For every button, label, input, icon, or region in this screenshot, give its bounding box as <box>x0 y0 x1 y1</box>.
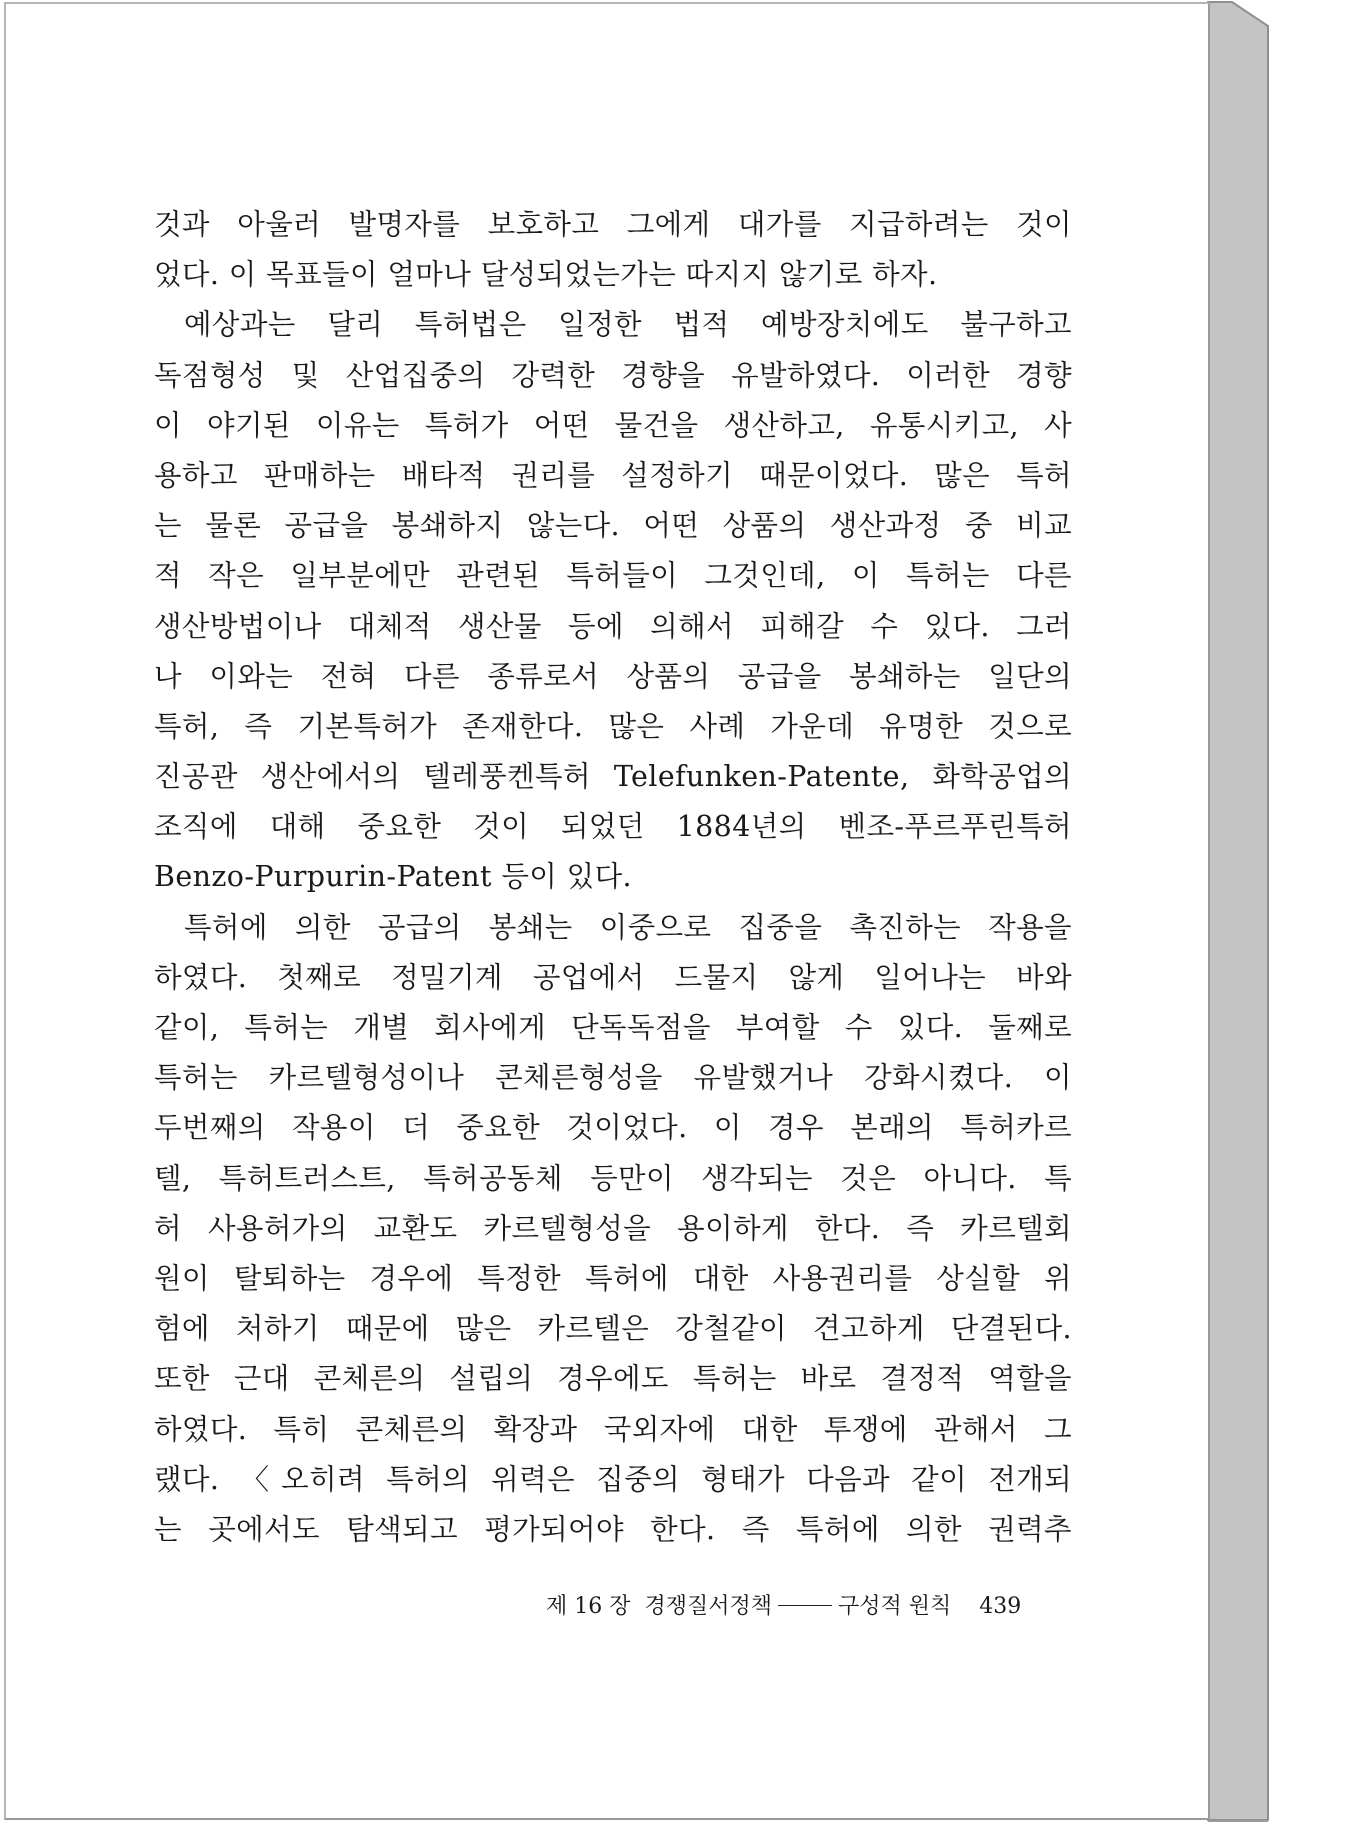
page-number: 439 <box>979 1594 1022 1619</box>
text-line: 원이 탈퇴하는 경우에 특정한 특허에 대한 사용권리를 상실할 위 <box>154 1261 1072 1295</box>
footer-dash <box>778 1605 832 1606</box>
text-line: 것과 아울러 발명자를 보호하고 그에게 대가를 지급하려는 것이 <box>154 208 1072 241</box>
footer-subtitle: 구성적 원칙 <box>838 1594 952 1619</box>
text-line: 예상과는 달리 특허법은 일정한 법적 예방장치에도 불구하고 <box>184 308 1072 342</box>
text-line: 하였다. 첫째로 정밀기계 공업에서 드물지 않게 일어나는 바와 <box>154 960 1072 994</box>
text-line: 텔, 특허트러스트, 특허공동체 등만이 생각되는 것은 아니다. 특 <box>154 1161 1072 1195</box>
text-line: 적 작은 일부분에만 관련된 특허들이 그것인데, 이 특허는 다른 <box>154 559 1072 593</box>
text-line: 또한 근대 콘체른의 설립의 경우에도 특허는 바로 결정적 역할을 <box>154 1362 1072 1396</box>
text-line: 독점형성 및 산업집중의 강력한 경향을 유발하였다. 이러한 경향 <box>154 358 1072 392</box>
text-line: 진공관 생산에서의 텔레풍켄특허 Telefunken-Patente, 화학공업의 <box>154 760 1072 794</box>
text-line: 는 곳에서도 탐색되고 평가되어야 한다. 즉 특허에 의한 권력추 <box>154 1512 1072 1546</box>
text-line: 는 물론 공급을 봉쇄하지 않는다. 어떤 상품의 생산과정 중 비교 <box>154 509 1072 543</box>
text-line: 험에 처하기 때문에 많은 카르텔은 강철같이 견고하게 단결된다. <box>154 1312 1072 1346</box>
footer-title: 경쟁질서정책 <box>644 1594 773 1619</box>
footer-chapter: 제 16 장 <box>546 1594 631 1619</box>
text-line: 하였다. 특히 콘체른의 확장과 국외자에 대한 투쟁에 관해서 그 <box>154 1412 1072 1446</box>
text-line: 특허에 의한 공급의 봉쇄는 이중으로 집중을 촉진하는 작용을 <box>184 910 1072 944</box>
text-line: Benzo-Purpurin-Patent 등이 있다. <box>154 860 632 894</box>
text-line: 랬다. 〈오히려 특허의 위력은 집중의 형태가 다음과 같이 전개되 <box>154 1462 1072 1496</box>
running-footer <box>546 1589 1046 1620</box>
text-line: 용하고 판매하는 배타적 권리를 설정하기 때문이었다. 많은 특허 <box>154 458 1072 492</box>
text-line: 같이, 특허는 개별 회사에게 단독독점을 부여할 수 있다. 둘째로 <box>154 1011 1072 1044</box>
text-line: 특허는 카르텔형성이나 콘체른형성을 유발했거나 강화시켰다. 이 <box>154 1061 1072 1095</box>
page-body-text <box>154 200 1072 1555</box>
book-page <box>4 2 1210 1820</box>
text-line: 나 이와는 전혀 다른 종류로서 상품의 공급을 봉쇄하는 일단의 <box>154 659 1072 693</box>
text-line: 었다. 이 목표들이 얼마나 달성되었는가는 따지지 않기로 하자. <box>154 258 938 292</box>
text-line: 두번째의 작용이 더 중요한 것이었다. 이 경우 본래의 특허카르 <box>154 1111 1072 1145</box>
text-line: 허 사용허가의 교환도 카르텔형성을 용이하게 한다. 즉 카르텔회 <box>154 1211 1072 1245</box>
text-line: 생산방법이나 대체적 생산물 등에 의해서 피해갈 수 있다. 그러 <box>154 609 1072 643</box>
text-line: 조직에 대해 중요한 것이 되었던 1884년의 벤조-푸르푸린특허 <box>154 810 1072 844</box>
text-line: 이 야기된 이유는 특허가 어떤 물건을 생산하고, 유통시키고, 사 <box>154 408 1072 442</box>
text-line: 특허, 즉 기본특허가 존재한다. 많은 사례 가운데 유명한 것으로 <box>154 709 1072 743</box>
